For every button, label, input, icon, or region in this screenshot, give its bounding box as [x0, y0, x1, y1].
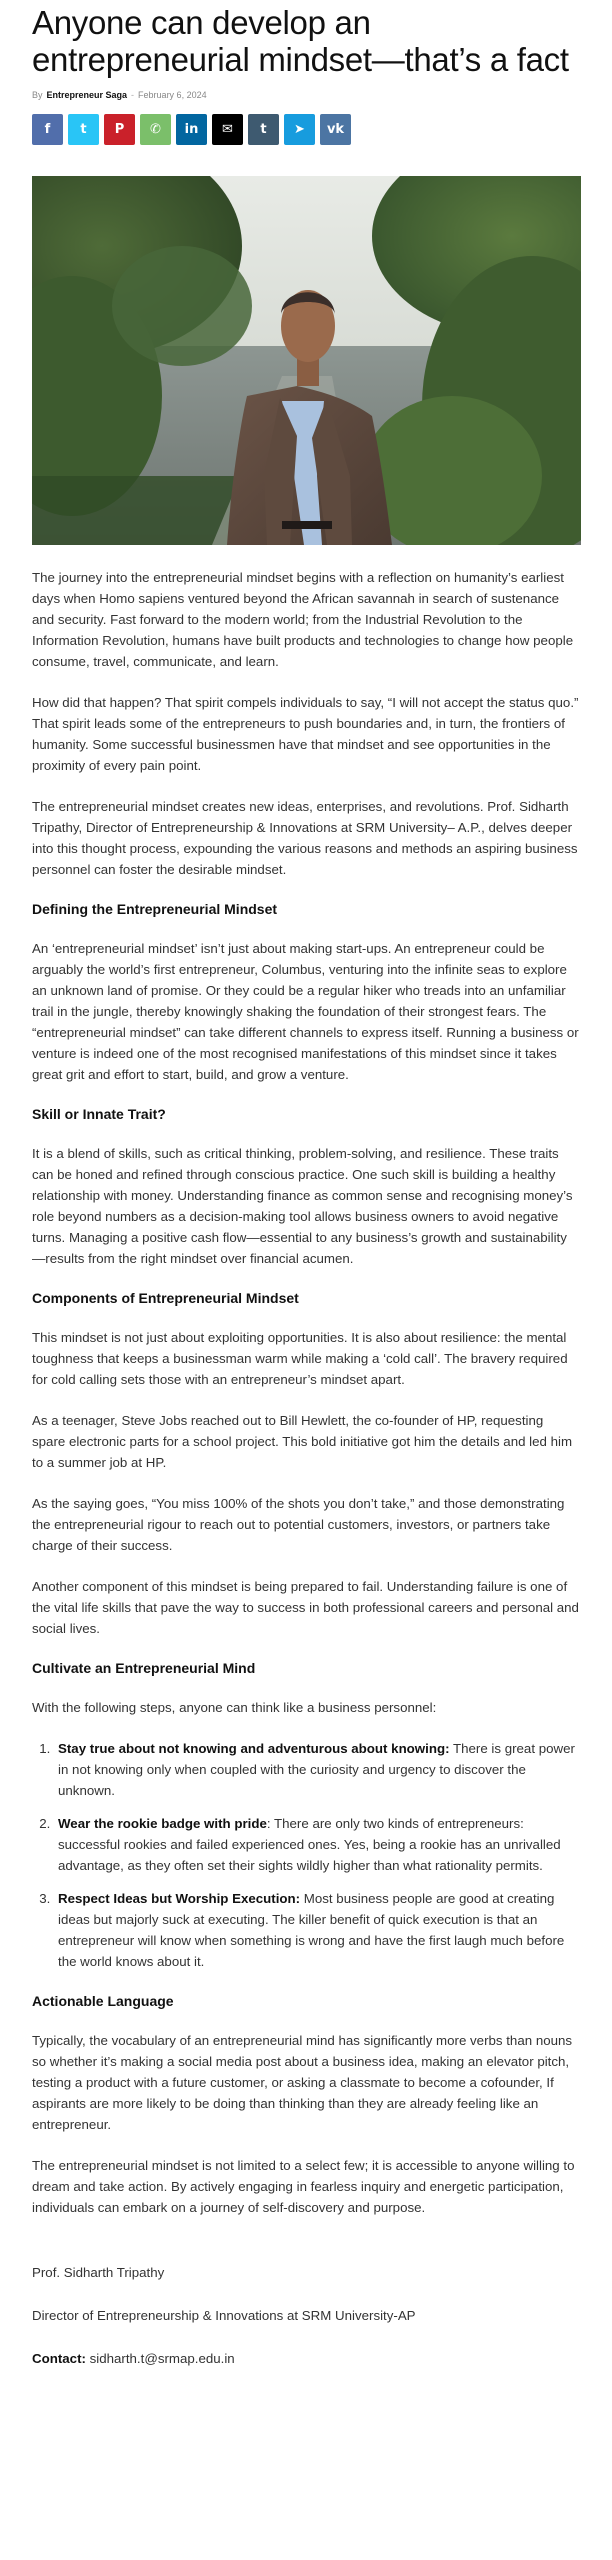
- tumblr-icon: t: [260, 122, 267, 137]
- facebook-share-button[interactable]: [32, 114, 63, 145]
- facebook-icon: f: [44, 122, 51, 137]
- share-bar: [32, 114, 580, 145]
- article-title: Anyone can develop an entrepreneurial mindset—that’s a fact: [32, 4, 569, 78]
- email-share-button[interactable]: [212, 114, 243, 145]
- linkedin-share-button[interactable]: [176, 114, 207, 145]
- step-text: : There are only two kinds of entrepreneurs: successful rookies and failed experienced ones. Yes, being a rookie has an unrivalled advantage, as they often set their sights wildly higher than what rationality permits.: [58, 1816, 561, 1873]
- whatsapp-share-button[interactable]: [140, 114, 171, 145]
- step-text: Most business people are good at creating ideas but majorly suck at executing. The killer benefit of quick execution is that an entrepreneur will know when something is wrong and have the first laugh much before the world knows about it.: [58, 1891, 565, 1969]
- list-item: [54, 1738, 580, 1801]
- by-label: By: [32, 90, 43, 100]
- signature-role: Director of Entrepreneurship & Innovations at SRM University-AP: [32, 2308, 416, 2323]
- email-icon: ✉: [222, 122, 233, 137]
- section-heading: Skill or Innate Trait?: [32, 1106, 166, 1122]
- whatsapp-icon: ✆: [150, 122, 161, 137]
- steps-list: [54, 1738, 580, 1972]
- paragraph: Another component of this mindset is being prepared to fail. Understanding failure is one of the vital life skills that pave the way to success in both professional careers and personal and social lives.: [32, 1579, 579, 1636]
- pinterest-share-button[interactable]: [104, 114, 135, 145]
- step-lead: Stay true about not knowing and adventurous about knowing:: [58, 1741, 450, 1756]
- list-item: [54, 1813, 580, 1876]
- telegram-share-button[interactable]: [284, 114, 315, 145]
- list-item: [54, 1888, 580, 1972]
- portrait-photo: [32, 176, 581, 545]
- vk-share-button[interactable]: [320, 114, 351, 145]
- byline-separator: -: [131, 90, 135, 100]
- author-link[interactable]: Entrepreneur Saga: [46, 90, 128, 100]
- paragraph: How did that happen? That spirit compels individuals to say, “I will not accept the status quo.” That spirit leads some of the entrepreneurs to push boundaries and, in turn, the frontiers of humanity. Some successful businessmen have that mindset and see opportunities in the proximity of every pain point.: [32, 695, 579, 773]
- paragraph: As the saying goes, “You miss 100% of the shots you don’t take,” and those demonstrating the entrepreneurial rigour to reach out to potential customers, investors, or partners take charge of their success.: [32, 1496, 565, 1553]
- signature-name: Prof. Sidharth Tripathy: [32, 2265, 165, 2280]
- step-lead: Respect Ideas but Worship Execution:: [58, 1891, 301, 1906]
- paragraph: With the following steps, anyone can think like a business personnel:: [32, 1700, 437, 1715]
- twitter-icon: t: [80, 122, 87, 137]
- paragraph: The entrepreneurial mindset creates new ideas, enterprises, and revolutions. Prof. Sidharth Tripathy, Director of Entrepreneurship & Innovations at SRM University– A.P., delves deeper into this thought process, expounding the various reasons and methods an aspiring business personnel can foster the desirable mindset.: [32, 799, 578, 877]
- contact-label: Contact:: [32, 2351, 86, 2366]
- signature-contact: [32, 2348, 580, 2369]
- paragraph: As a teenager, Steve Jobs reached out to Bill Hewlett, the co-founder of HP, requesting spare electronic parts for a school project. This bold initiative got him the details and led him to a summer job at HP.: [32, 1413, 573, 1470]
- paragraph: It is a blend of skills, such as critical thinking, problem-solving, and resilience. These traits can be honed and refined through conscious practice. One such skill is building a healthy relationship with money. Understanding finance as common sense and recognising money’s role beyond numbers as a decision-making tool allows business owners to avoid negative turns. Managing a positive cash flow—essential to any business’s growth and sustainability—results from the right mindset over financial acumen.: [32, 1146, 573, 1266]
- vk-icon: vk: [326, 122, 345, 137]
- paragraph: Typically, the vocabulary of an entrepreneurial mind has significantly more verbs than nouns so whether it’s making a social media post about a business idea, making an elevator pitch, testing a product with a future customer, or asking a classmate to become a cofounder, If aspirants are more likely to be doing than thinking than they are already feeling like an entrepreneur.: [32, 2033, 573, 2132]
- paragraph: The entrepreneurial mindset is not limited to a select few; it is accessible to anyone willing to dream and take action. By actively engaging in fearless inquiry and energetic participation, individuals can embark on a journey of self-discovery and purpose.: [32, 2158, 575, 2215]
- step-lead: Wear the rookie badge with pride: [58, 1816, 267, 1831]
- twitter-share-button[interactable]: [68, 114, 99, 145]
- step-text: There is great power in not knowing only when coupled with the curiosity and urgency to discover the unknown.: [58, 1741, 575, 1798]
- tumblr-share-button[interactable]: [248, 114, 279, 145]
- publish-date: February 6, 2024: [138, 90, 207, 100]
- byline: [32, 88, 580, 102]
- article-body: [32, 567, 580, 2369]
- section-heading: Components of Entrepreneurial Mindset: [32, 1290, 299, 1306]
- linkedin-icon: in: [184, 122, 199, 137]
- section-heading: Defining the Entrepreneurial Mindset: [32, 901, 278, 917]
- paragraph: The journey into the entrepreneurial mindset begins with a reflection on humanity’s earliest days when Homo sapiens ventured beyond the African savannah in search of sustenance and security. Fast forward to the modern world; from the Industrial Revolution to the Information Revolution, humans have built products and technologies to change how people consume, travel, communicate, and learn.: [32, 570, 574, 669]
- contact-email[interactable]: sidharth.t@srmap.edu.in: [89, 2351, 235, 2366]
- section-heading: Cultivate an Entrepreneurial Mind: [32, 1660, 256, 1676]
- signature-block: [32, 2262, 580, 2369]
- telegram-icon: ➤: [294, 122, 305, 137]
- section-heading: Actionable Language: [32, 1993, 174, 2009]
- paragraph: An ‘entrepreneurial mindset’ isn’t just about making start-ups. An entrepreneur could be arguably the world’s first entrepreneur, Columbus, venturing into the infinite seas to explore an unknown land of promise. Or they could be a regular hiker who treads into an unfamiliar trail in the jungle, thereby knowingly shaking the foundation of their strongest fears. The “entrepreneurial mindset” can take different channels to express itself. Running a business or venture is indeed one of the most recognised manifestations of this mindset since it takes great grit and effort to start, build, and grow a venture.: [32, 941, 579, 1082]
- hero-image: [32, 176, 581, 545]
- paragraph: This mindset is not just about exploiting opportunities. It is also about resilience: the mental toughness that keeps a businessman warm while making a ‘cold call’. The bravery required for cold calling sets those with an entrepreneur’s mindset apart.: [32, 1330, 568, 1387]
- pinterest-icon: P: [114, 122, 125, 137]
